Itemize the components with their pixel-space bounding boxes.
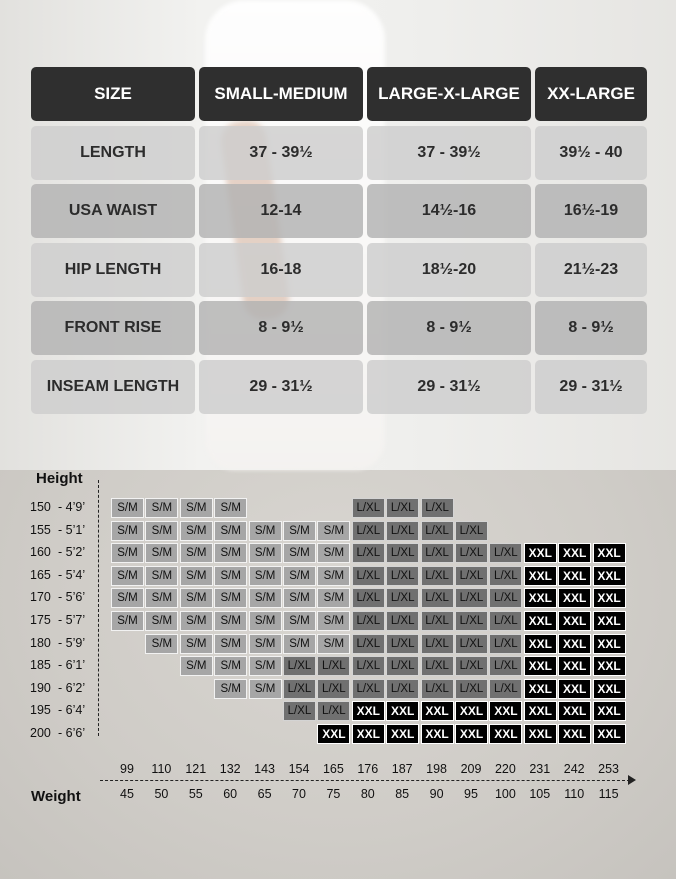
size-cell-lxl: L/XL [386,611,419,631]
weight-lb-label: 165 [322,762,344,776]
row-label: FRONT RISE [31,301,195,355]
size-cell-lxl: L/XL [352,634,385,654]
size-cell-lxl: L/XL [386,498,419,518]
size-cell-xxl: XXL [558,724,591,744]
weight-lb-label: 154 [288,762,310,776]
size-cell-lxl: L/XL [455,611,488,631]
row-value: 37 - 39½ [199,126,363,180]
height-ft: - 6’2’ [58,680,86,695]
size-cell-sm: S/M [283,521,316,541]
size-cell-xxl: XXL [593,543,626,563]
size-cell-xxl: XXL [593,588,626,608]
size-cell-lxl: L/XL [421,498,454,518]
size-cell-lxl: L/XL [489,611,522,631]
weight-kg-label: 55 [188,787,203,801]
size-cell-xxl: XXL [593,679,626,699]
size-cell-lxl: L/XL [352,611,385,631]
size-cell-xxl: XXL [593,656,626,676]
row-value: 29 - 31½ [535,360,647,414]
height-label [30,726,100,740]
row-value: 21½-23 [535,243,647,297]
weight-kg-label: 100 [494,787,516,801]
size-cell-sm: S/M [180,588,213,608]
size-cell-lxl: L/XL [455,588,488,608]
size-cell-lxl: L/XL [386,543,419,563]
weight-kg-label: 70 [292,787,306,801]
weight-axis-line [100,780,630,781]
size-cell-xxl: XXL [558,634,591,654]
size-cell-lxl: L/XL [352,543,385,563]
size-cell-sm: S/M [249,611,282,631]
size-cell-lxl: L/XL [317,701,350,721]
size-cell-sm: S/M [180,656,213,676]
row-value: 37 - 39½ [367,126,531,180]
size-cell-lxl: L/XL [352,588,385,608]
height-cm: 175 [30,613,51,627]
size-cell-xxl: XXL [524,566,557,586]
size-cell-xxl: XXL [317,724,350,744]
size-cell-sm: S/M [214,611,247,631]
height-label [30,523,100,537]
size-cell-sm: S/M [180,521,213,541]
size-cell-xxl: XXL [455,724,488,744]
height-ft: - 4’9’ [58,500,86,514]
size-cell-lxl: L/XL [421,588,454,608]
weight-lb-label: 132 [219,762,241,776]
size-cell-sm: S/M [145,634,178,654]
height-ft: - 5’6’ [58,590,86,605]
size-cell-lxl: L/XL [421,656,454,676]
size-cell-xxl: XXL [593,566,626,586]
size-cell-lxl: L/XL [386,566,419,586]
row-label: USA WAIST [31,184,195,238]
height-axis-title: Height [36,470,83,487]
height-ft: - 5’1’ [58,522,86,537]
weight-kg-label: 60 [223,787,238,801]
height-label [30,568,100,582]
size-cell-sm: S/M [180,543,213,563]
weight-axis-title: Weight [31,788,81,805]
size-cell-lxl: L/XL [489,656,522,676]
size-cell-lxl: L/XL [386,679,419,699]
height-label [30,703,100,717]
row-value: 29 - 31½ [199,360,363,414]
size-cell-sm: S/M [317,543,350,563]
size-cell-xxl: XXL [489,701,522,721]
weight-axis-arrow-icon [628,775,636,785]
height-ft: - 5’2’ [58,545,86,560]
size-cell-sm: S/M [249,566,282,586]
weight-kg-label: 105 [529,787,551,801]
weight-lb-label: 242 [563,762,585,776]
size-cell-lxl: L/XL [489,543,522,563]
size-cell-sm: S/M [214,634,247,654]
size-cell-sm: S/M [145,611,178,631]
height-ft: - 6’4’ [58,703,86,718]
size-cell-sm: S/M [317,566,350,586]
row-value: 8 - 9½ [367,301,531,355]
size-cell-xxl: XXL [593,634,626,654]
size-cell-lxl: L/XL [386,634,419,654]
row-value: 39½ - 40 [535,126,647,180]
size-cell-xxl: XXL [558,701,591,721]
size-cell-xxl: XXL [593,611,626,631]
size-cell-sm: S/M [214,656,247,676]
size-cell-sm: S/M [283,611,316,631]
size-cell-sm: S/M [249,679,282,699]
height-label [30,590,100,604]
size-cell-sm: S/M [145,566,178,586]
size-cell-sm: S/M [214,498,247,518]
size-cell-xxl: XXL [386,724,419,744]
size-cell-sm: S/M [214,543,247,563]
size-cell-lxl: L/XL [352,521,385,541]
size-cell-xxl: XXL [558,566,591,586]
row-label: HIP LENGTH [31,243,195,297]
size-cell-lxl: L/XL [421,634,454,654]
size-cell-sm: S/M [214,521,247,541]
size-cell-sm: S/M [283,634,316,654]
size-cell-lxl: L/XL [283,701,316,721]
size-cell-xxl: XXL [524,679,557,699]
size-cell-sm: S/M [283,543,316,563]
height-label [30,658,100,672]
size-cell-sm: S/M [317,611,350,631]
size-cell-sm: S/M [249,656,282,676]
size-cell-sm: S/M [111,566,144,586]
size-cell-sm: S/M [145,498,178,518]
size-cell-lxl: L/XL [455,566,488,586]
size-cell-sm: S/M [249,543,282,563]
header-xx-large: XX-LARGE [535,67,647,121]
size-cell-lxl: L/XL [421,566,454,586]
size-cell-sm: S/M [214,588,247,608]
size-cell-lxl: L/XL [421,543,454,563]
size-cell-xxl: XXL [352,724,385,744]
size-cell-sm: S/M [111,588,144,608]
size-cell-lxl: L/XL [317,679,350,699]
size-cell-lxl: L/XL [352,679,385,699]
height-ft: - 6’6’ [58,726,86,740]
size-cell-sm: S/M [111,611,144,631]
weight-lb-label: 110 [151,762,172,776]
height-label [30,545,100,559]
size-cell-lxl: L/XL [489,566,522,586]
height-cm: 150 [30,500,51,514]
size-cell-lxl: L/XL [489,588,522,608]
weight-kg-label: 90 [429,787,444,801]
weight-lb-label: 143 [254,762,276,776]
size-cell-xxl: XXL [524,543,557,563]
size-cell-xxl: XXL [593,701,626,721]
size-cell-sm: S/M [283,588,316,608]
size-cell-lxl: L/XL [283,656,316,676]
size-cell-sm: S/M [145,588,178,608]
weight-lb-label: 220 [494,762,516,776]
size-cell-sm: S/M [214,566,247,586]
size-cell-xxl: XXL [558,656,591,676]
size-cell-xxl: XXL [524,634,557,654]
row-value: 12-14 [199,184,363,238]
size-cell-sm: S/M [317,634,350,654]
height-ft: - 6’1’ [58,658,86,673]
weight-kg-label: 80 [360,787,375,801]
size-cell-sm: S/M [111,543,144,563]
row-value: 16½-19 [535,184,647,238]
size-cell-sm: S/M [180,634,213,654]
size-cell-xxl: XXL [421,701,454,721]
row-label: INSEAM LENGTH [31,360,195,414]
height-label [30,681,100,695]
height-cm: 160 [30,545,51,560]
row-value: 16-18 [199,243,363,297]
row-label: LENGTH [31,126,195,180]
row-value: 29 - 31½ [367,360,531,414]
size-cell-sm: S/M [111,521,144,541]
size-cell-lxl: L/XL [489,634,522,654]
size-cell-lxl: L/XL [455,656,488,676]
size-cell-lxl: L/XL [317,656,350,676]
size-cell-xxl: XXL [558,679,591,699]
weight-lb-label: 209 [460,762,482,776]
header-small-medium: SMALL-MEDIUM [199,67,363,121]
size-cell-xxl: XXL [489,724,522,744]
size-cell-lxl: L/XL [386,656,419,676]
weight-kg-label: 95 [464,787,478,801]
header-size: SIZE [31,67,195,121]
size-cell-xxl: XXL [558,588,591,608]
size-cell-xxl: XXL [524,611,557,631]
size-cell-xxl: XXL [524,656,557,676]
size-cell-lxl: L/XL [455,543,488,563]
row-value: 8 - 9½ [199,301,363,355]
size-cell-sm: S/M [249,521,282,541]
height-cm: 195 [30,703,51,718]
size-cell-lxl: L/XL [352,656,385,676]
size-cell-lxl: L/XL [386,521,419,541]
weight-kg-label: 110 [564,787,585,801]
weight-kg-label: 50 [154,787,169,801]
size-cell-lxl: L/XL [455,521,488,541]
size-cell-xxl: XXL [593,724,626,744]
size-cell-xxl: XXL [421,724,454,744]
height-cm: 185 [30,658,51,673]
size-cell-lxl: L/XL [352,566,385,586]
weight-kg-label: 75 [326,787,341,801]
size-cell-lxl: L/XL [386,588,419,608]
weight-kg-label: 45 [120,787,134,801]
height-cm: 190 [30,680,51,695]
size-cell-xxl: XXL [558,543,591,563]
size-cell-sm: S/M [180,498,213,518]
height-ft: - 5’7’ [58,613,86,627]
height-axis-line [98,480,101,736]
height-ft: - 5’4’ [58,567,86,582]
height-label [30,636,100,650]
size-cell-xxl: XXL [558,611,591,631]
row-value: 8 - 9½ [535,301,647,355]
height-label [30,613,100,627]
weight-lb-label: 231 [529,762,551,776]
size-cell-xxl: XXL [524,588,557,608]
weight-lb-label: 198 [426,762,448,776]
size-cell-sm: S/M [180,566,213,586]
size-cell-sm: S/M [317,588,350,608]
row-value: 18½-20 [367,243,531,297]
weight-lb-label: 99 [120,762,134,776]
size-cell-lxl: L/XL [352,498,385,518]
size-cell-xxl: XXL [524,701,557,721]
weight-lb-label: 121 [185,762,207,776]
size-cell-sm: S/M [145,521,178,541]
size-cell-lxl: L/XL [421,521,454,541]
height-cm: 155 [30,522,51,537]
size-cell-lxl: L/XL [283,679,316,699]
height-cm: 200 [30,726,51,740]
size-fit-chart [0,460,676,879]
weight-kg-label: 115 [598,787,619,801]
weight-kg-label: 85 [395,787,410,801]
size-cell-xxl: XXL [455,701,488,721]
size-cell-sm: S/M [145,543,178,563]
size-cell-sm: S/M [249,588,282,608]
height-label [30,500,100,514]
weight-lb-label: 187 [391,762,413,776]
weight-kg-label: 65 [257,787,272,801]
weight-lb-label: 176 [357,762,379,776]
height-ft: - 5’9’ [58,635,86,650]
weight-lb-label: 253 [598,762,620,776]
size-cell-sm: S/M [317,521,350,541]
height-cm: 170 [30,590,51,605]
size-cell-sm: S/M [214,679,247,699]
height-cm: 165 [30,567,51,582]
size-cell-xxl: XXL [386,701,419,721]
size-cell-sm: S/M [180,611,213,631]
header-large-x-large: LARGE-X-LARGE [367,67,531,121]
size-cell-lxl: L/XL [455,679,488,699]
size-cell-sm: S/M [111,498,144,518]
size-cell-sm: S/M [249,634,282,654]
size-cell-lxl: L/XL [489,679,522,699]
size-cell-lxl: L/XL [421,611,454,631]
size-cell-xxl: XXL [524,724,557,744]
height-cm: 180 [30,635,51,650]
size-cell-sm: S/M [283,566,316,586]
size-cell-lxl: L/XL [421,679,454,699]
size-cell-xxl: XXL [352,701,385,721]
row-value: 14½-16 [367,184,531,238]
size-cell-lxl: L/XL [455,634,488,654]
